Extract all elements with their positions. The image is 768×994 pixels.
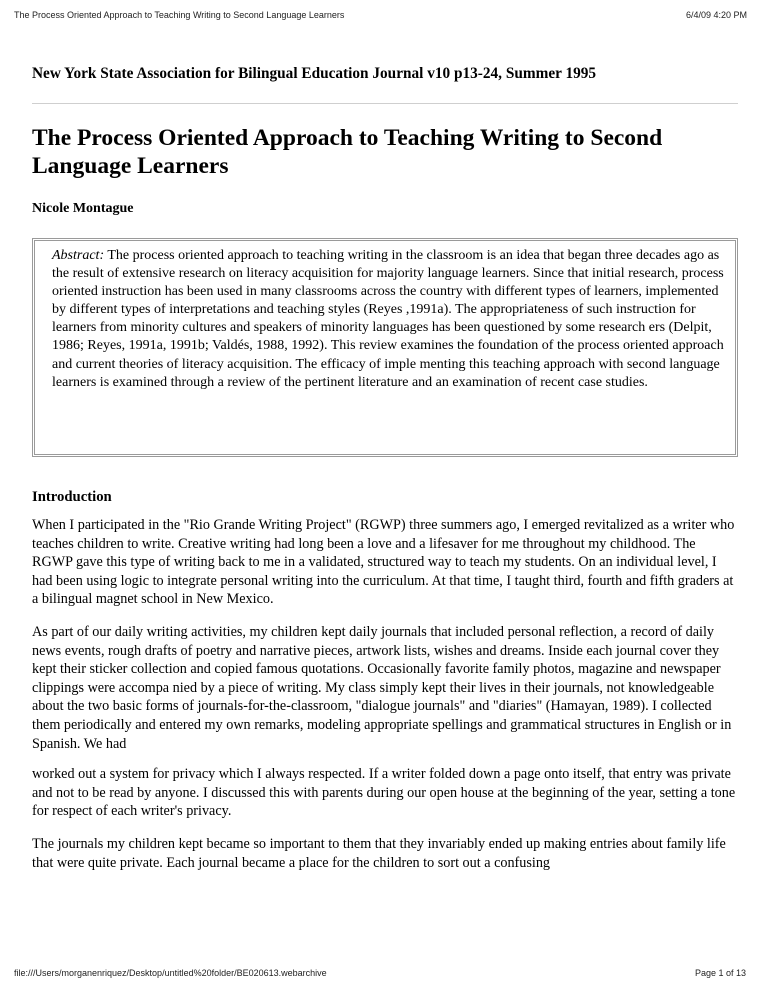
article-title: The Process Oriented Approach to Teaching Writing to Second Language Learners	[32, 125, 663, 179]
body-paragraph: When I participated in the "Rio Grande Writing Project" (RGWP) three summers ago, I emerged revitalized as a writer who teaches children to write. Creative writing had long been a love and a lifesaver for me throughout my childhood. The RGWP gave this type of writing back to me in a validated, structured way to teach my students. On an individual level, I had been using logic to integrate personal writing into the curriculum. At that time, I taught third, fourth and fifth graders at a bilingual magnet school in New Mexico.	[32, 517, 735, 608]
print-header	[0, 0, 768, 28]
print-footer	[0, 958, 768, 994]
article-author: Nicole Montague	[32, 201, 134, 216]
abstract-text: The process oriented approach to teaching writing in the classroom is an idea that began three decades ago as the result of extensive research on literacy acquisition for majority language learners. Since that initial research, process oriented instruction has been used in many classrooms across the country with different types of learners, implemented by different types of interpretations and teaching styles (Reyes ,1991a). The appropriateness of such instruction for learners from minority cultures and speakers of minority languages has been questioned by some research ers (Delpit, 1986; Reyes, 1991a, 1991b; Valdés, 1988, 1992). This review examines the foundation of the process oriented approach and current theories of literacy acquisition. The efficacy of imple menting this teaching approach with second language learners is examined through a review of the pertinent literature and an examination of recent case studies.	[52, 248, 724, 390]
body-paragraph: As part of our daily writing activities, my children kept daily journals that included personal reflection, a record of daily news events, rough drafts of poetry and narrative pieces, artwork lists, wishes and dreams. Inside each journal cover they kept their sticker collection and copied famous quotations. Occasionally favorite family photos, magazine and newspaper clippings were accompa nied by a piece of writing. My class simply kept their lives in their journals, not knowledgeable about the two basic forms of journals-for-the-classroom, "dialogue journals" and "diaries" (Hamayan, 1989). I collected them periodically and entered my own remarks, modeling appropriate spellings and grammatical structures in English or in Spanish. We had	[32, 623, 732, 752]
article-page	[32, 28, 738, 872]
body-paragraph: worked out a system for privacy which I always respected. If a writer folded down a page onto itself, that entry was private and not to be read by anyone. I discussed this with parents during our open house at the beginning of the year, setting a tone for respect of each writer's privacy.	[32, 766, 736, 820]
section-heading-introduction: Introduction	[32, 489, 112, 505]
abstract-label: Abstract:	[52, 248, 105, 263]
header-divider	[32, 103, 738, 104]
print-footer-page-number: Page 1 of 13	[694, 968, 746, 978]
print-header-datetime: 6/4/09 4:20 PM	[685, 10, 747, 20]
print-footer-path: file:///Users/morganenriquez/Desktop/untitled%20folder/BE020613.webarchive	[14, 968, 327, 978]
abstract-box	[32, 238, 738, 457]
print-header-title: The Process Oriented Approach to Teaching Writing to Second Language Learners	[14, 10, 345, 20]
body-paragraph: The journals my children kept became so important to them that they invariably ended up making entries about family life that were quite private. Each journal became a place for the children to sort out a confusing	[32, 835, 726, 871]
journal-citation: New York State Association for Bilingual Education Journal v10 p13-24, Summer 1995	[32, 65, 597, 82]
